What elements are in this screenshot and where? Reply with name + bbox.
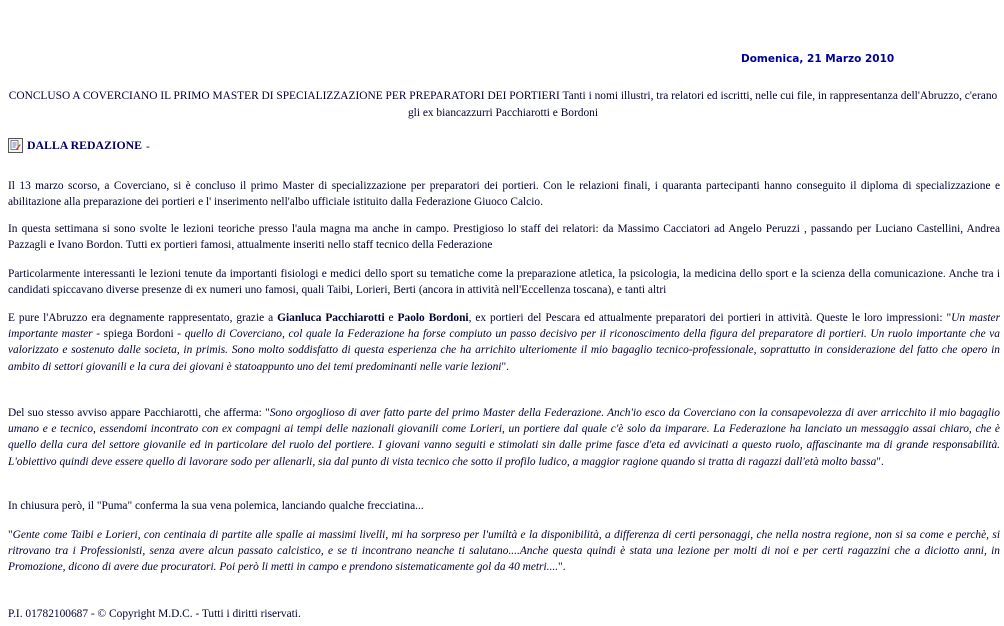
paragraph-4-text-d: - spiega Bordoni - — [92, 328, 185, 341]
author-label: DALLA REDAZIONE — [27, 138, 143, 152]
paragraph-1: Il 13 marzo scorso, a Coverciano, si è concluso il primo Master di specializzazione per preparatori dei portieri. Con le relazioni finali, i quaranta partecipanti hanno conseguito il diploma di specializzazione e abilitazione alla preparazione dei portieri e l' inserimento nell'albo ufficiale istituito dalla Federazione Giuoco Calcio. — [8, 180, 1000, 209]
paragraph-3 — [8, 266, 1000, 298]
quote-bordoni-2: quello di Coverciano, col quale la Federazione ha forse compiuto un passo decisivo per il riconoscimento della figura del preparatore di portieri. Un ruolo importante che va valorizzato e sostenuto dalle societa, in primis. Sono molto soddisfatto di questa esperienza che ha arrichito ulteriomente il mio bagaglio tecnico-professionale, soprattutto in considerazione del fatto che opero in ambito di settori giovanili e la cura dei giovani è statoappunto uno dei temi predominanti nelle varie lezioni — [8, 328, 1000, 373]
article-headline: CONCLUSO A COVERCIANO IL PRIMO MASTER DI SPECIALIZZAZIONE PER PREPARATORI DEI PORTIERI Tanti i nomi illustri, tra relatori ed iscritti, nelle cui file, in rappresentanza dell'Abruzzo, c'erano gli ex biancazzurri Pacchiarotti e Bordoni — [8, 90, 998, 119]
paragraph-4-text-c: , ex portieri del Pescara ed attualmente preparatori dei portieri in attività. Queste le loro impressioni: " — [468, 312, 952, 324]
name-bordoni: Paolo Bordoni — [397, 312, 469, 324]
author-line — [8, 138, 150, 153]
name-pacchiarotti: Gianluca Pacchiarotti — [277, 312, 385, 324]
paragraph-7-text-a: " — [8, 529, 13, 541]
paragraph-3-text: Particolarmente interessanti le lezioni tenute da importanti fisiologi e medici dello sport su tematiche come la preparazione atletica, la psicologia, la medicina dello sport e la scienza della comunicazione. Anche tra i candidati spiccavano diverse presenze di ex numeri uno famosi, quali Taibi, Lorieri, Berti (ancora in attività nell'Eccellenza toscana), e tanti altri — [8, 268, 1000, 297]
paragraph-7-text-e: ". — [558, 561, 566, 574]
paragraph-5 — [8, 405, 1000, 470]
document-icon — [8, 138, 23, 153]
paragraph-7 — [8, 527, 1000, 576]
paragraph-4-text-e: ". — [501, 360, 509, 373]
copyright-footer: P.I. 01782100687 - © Copyright M.D.C. - Tutti i diritti riservati. — [8, 608, 301, 620]
article-date: Domenica, 21 Marzo 2010 — [741, 53, 895, 65]
paragraph-4-text-b: e — [384, 312, 398, 324]
quote-bordoni-1: Un master importante master — [8, 312, 1001, 341]
quote-bordoni-closing: Gente come Taibi e Lorieri, con centinaia di partite alle spalle ai massimi livelli, mi ha sorpreso per l'umiltà e la disponibilità, a differenza di certi personaggi, che nella nostra regione, non si sa come e perchè, si ritrovano tra i Professionisti, senza avere alcun passato calcistico, e se ti incontrano neanche ti salutano....Anche questa quindi è stata una lezione per molti di noi e per certi ragazzini che a diciotto anni, in Promozione, dicono di avere due procuratori. Poi però li metti in campo e prendono sistematicamente gol da 40 metri.... — [8, 529, 1000, 574]
paragraph-2: In questa settimana si sono svolte le lezioni teoriche presso l'aula magna ma anche in campo. Prestigioso lo staff dei relatori: da Massimo Cacciatori ad Angelo Peruzzi , passando per Luciano Castellini, Andrea Pazzagli e Ivano Bordon. Tutti ex portieri famosi, attualmente inseriti nello staff tecnico della Federazione — [8, 223, 1000, 252]
author-dash: - — [146, 141, 150, 153]
paragraph-5-text-e: ". — [876, 455, 884, 468]
paragraph-4-text-a: E pure l'Abruzzo era degnamente rappresentato, grazie a — [8, 312, 278, 324]
quote-pacchiarotti: Sono orgoglioso di aver fatto parte del primo Master della Federazione. Anch'io esco da Coverciano con la consapevolezza di aver arricchito il mio bagaglio umano e e tecnico, essendomi incontrato con ex compagni ai tempi delle nazionali giovanili come Lorieri, un portiere dal quale c'è solo da imparare. La Federazione ha lanciato un messaggio assai chiaro, che è quello della cura del settore giovanile ed in particolare del ruolo del portiere. I giovani vanno seguiti e stimolati sin dalle prime fasce d'eta ed avvicinati a questo ruolo, affascinante ma di grande responsabilità. L'obiettivo quindi deve essere quello di lavorare sodo per allenarli, sia dal punto di vista tecnico che sotto il profilo ludico, a maggior ragione quando si tratta di ragazzi dall'età molto bassa — [8, 407, 1000, 468]
paragraph-6: In chiusura però, il "Puma" conferma la sua vena polemica, lanciando qualche frecciatina... — [8, 500, 424, 512]
paragraph-4 — [8, 310, 1000, 375]
paragraph-5-text-a: Del suo stesso avviso appare Pacchiarotti, che afferma: " — [8, 407, 270, 419]
